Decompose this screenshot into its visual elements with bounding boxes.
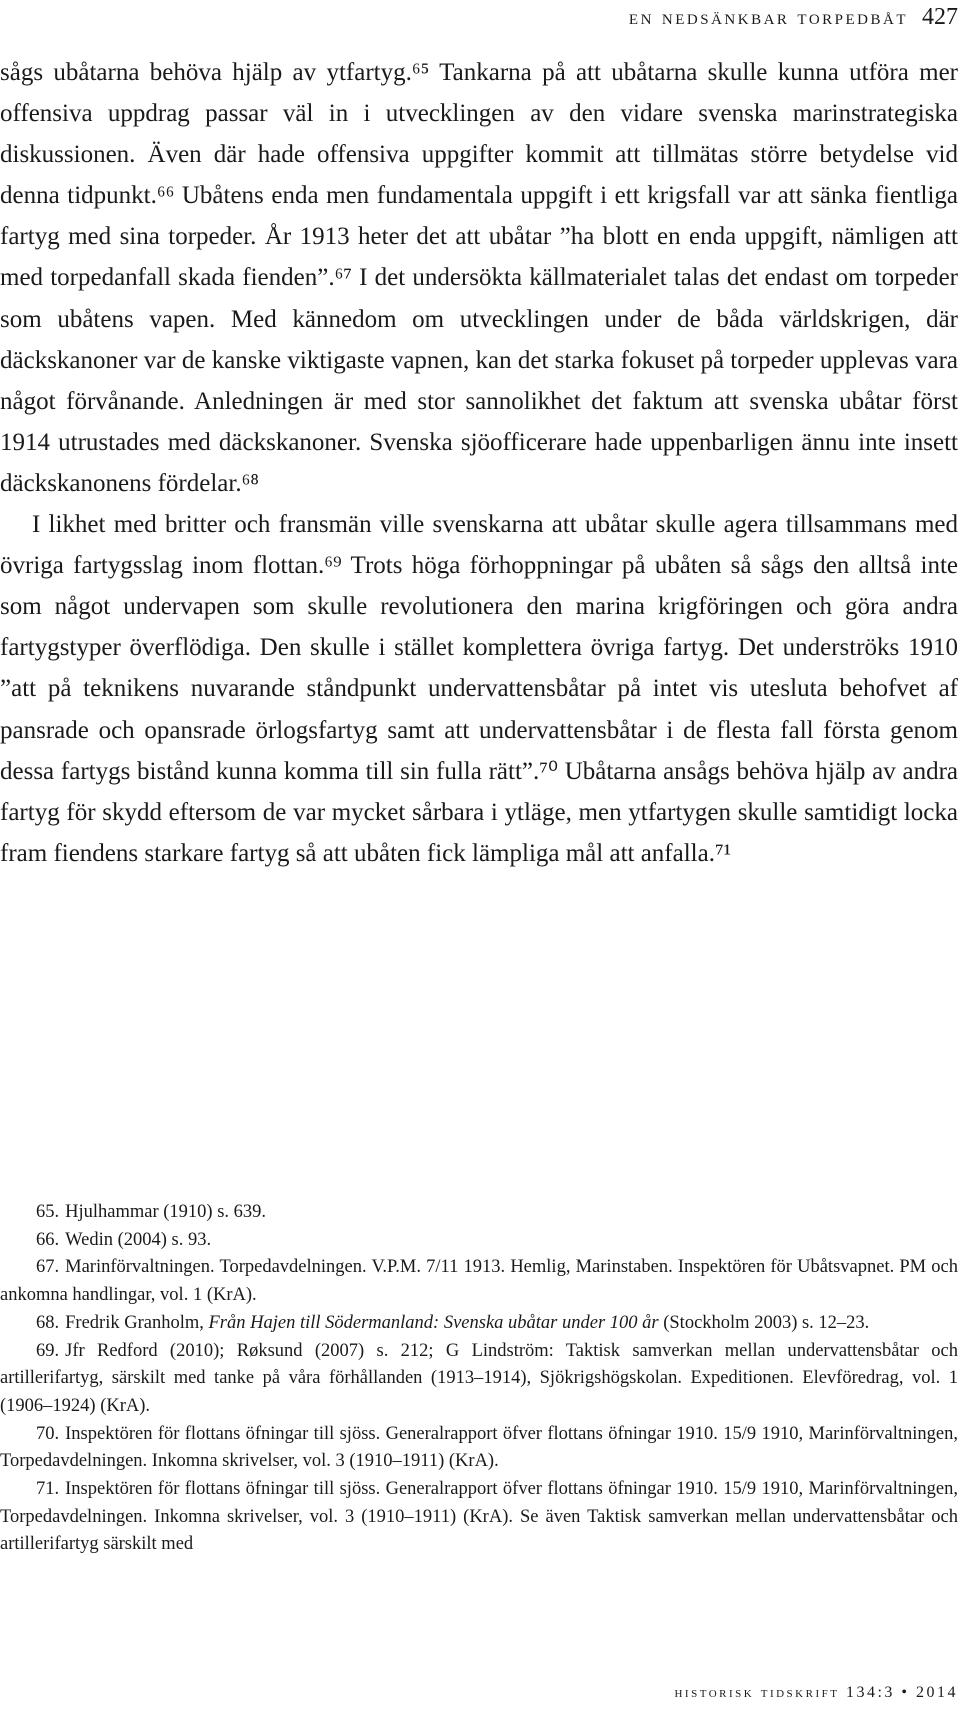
footnote-69	[0, 1338, 958, 1421]
footnote-number: 65.	[36, 1202, 60, 1222]
footnotes	[0, 1199, 958, 1559]
footnote-text: Inspektören för flottans öfningar till sjöss. Generalrapport öfver flottans öfningar 1910. 15/9 1910, Marinförvaltningen, Torpedavdelningen. Inkomna skrivelser, vol. 3 (1910–1911) (KrA).	[0, 1423, 958, 1472]
footnote-text: Marinförvaltningen. Torpedavdelningen. V.P.M. 7/11 1913. Hemlig, Marinstaben. Inspektören för Ubåtsvapnet. PM och ankomna handlingar, vol. 1 (KrA).	[0, 1257, 958, 1306]
footnote-number: 67.	[36, 1257, 60, 1278]
footnote-text-tail: (Stockholm 2003) s. 12–23.	[658, 1312, 870, 1333]
footnote-number: 66.	[36, 1229, 60, 1250]
running-head	[0, 4, 958, 31]
footnote-text: Hjulhammar (1910) s. 639.	[65, 1202, 267, 1222]
footnote-66	[0, 1227, 958, 1255]
footnote-number: 71.	[36, 1479, 60, 1500]
footnote-book-title: Från Hajen till Södermanland: Svenska ubåtar under 100 år	[208, 1312, 659, 1333]
footnote-68	[0, 1310, 958, 1338]
footnote-67	[0, 1254, 958, 1309]
paragraph-1: sågs ubåtarna behöva hjälp av ytfartyg.⁶⁵ Tankarna på att ubåtarna skulle kunna utföra mer offensiva uppdrag passar väl in i utvecklingen av den vidare svenska marinstrategiska diskussionen. Även där hade offensiva uppgifter kommit att tillmätas större betydelse vid denna tidpunkt.⁶⁶ Ubåtens enda men fundamentala uppgift i ett krigsfall var att sänka fientliga fartyg med sina torpeder. År 1913 heter det att ubåtar ”ha blott en enda uppgift, nämligen att med torpedanfall skada fienden”.⁶⁷ I det undersökta källmaterialet talas det endast om torpeder som ubåtens vapen. Med kännedom om utvecklingen under de båda världskrigen, där däckskanoner var de kanske viktigaste vapnen, kan det starka fokuset på torpeder upplevas vara något förvånande. Anledningen är med stor sannolikhet det faktum att svenska ubåtar först 1914 utrustades med däckskanoner. Svenska sjöofficerare hade uppenbarligen ännu inte insett däckskanonens fördelar.⁶⁸	[0, 59, 958, 497]
journal-footer: historisk tidskrift 134:3 • 2014	[674, 1684, 958, 1701]
footnote-65	[0, 1199, 958, 1227]
footnote-text: Wedin (2004) s. 93.	[65, 1229, 212, 1250]
page-number: 427	[922, 4, 958, 30]
footnote-number: 70.	[36, 1423, 60, 1444]
body-text	[0, 52, 958, 874]
running-title: en nedsänkbar torpedbåt	[628, 4, 908, 29]
paragraph-2: I likhet med britter och fransmän ville svenskarna att ubåtar skulle agera tillsammans med övriga fartygsslag inom flottan.⁶⁹ Trots höga förhoppningar på ubåten så sågs den alltså inte som något undervapen som skulle revolutionera den marina krigföringen och göra andra fartygstyper överflödiga. Den skulle i stället komplettera övriga fartyg. Det underströks 1910 ”att på teknikens nuvarande ståndpunkt undervattensbåtar på intet vis utesluta behofvet af pansrade och opansrade örlogsfartyg samt att undervattensbåtar i de flesta fall första genom dessa fartygs bistånd kunna komma till sin fulla rätt”.⁷⁰ Ubåtarna ansågs behöva hjälp av andra fartyg för skydd eftersom de var mycket sårbara i ytläge, men ytfartygen skulle samtidigt locka fram fiendens starkare fartyg så att ubåten fick lämpliga mål att anfalla.⁷¹	[0, 511, 958, 867]
footnote-text: Jfr Redford (2010); Røksund (2007) s. 212; G Lindström: Taktisk samverkan mellan undervattensbåtar och artillerifartyg, särskilt med tanke på våra förhållanden (1913–1914), Sjökrigshögskolan. Expeditionen. Elevföredrag, vol. 1 (1906–1924) (KrA).	[0, 1340, 958, 1416]
footnote-71	[0, 1476, 958, 1559]
footnote-70	[0, 1421, 958, 1476]
footnote-number: 68.	[36, 1312, 60, 1333]
footnote-number: 69.	[36, 1340, 60, 1361]
footnote-text: Inspektören för flottans öfningar till sjöss. Generalrapport öfver flottans öfningar 1910. 15/9 1910, Marinförvaltningen, Torpedavdelningen. Inkomna skrivelser, vol. 3 (1910–1911) (KrA). Se även Taktisk samverkan mellan undervattensbåtar och artillerifartyg särskilt med	[0, 1479, 958, 1555]
footnote-text: Fredrik Granholm,	[65, 1312, 209, 1333]
